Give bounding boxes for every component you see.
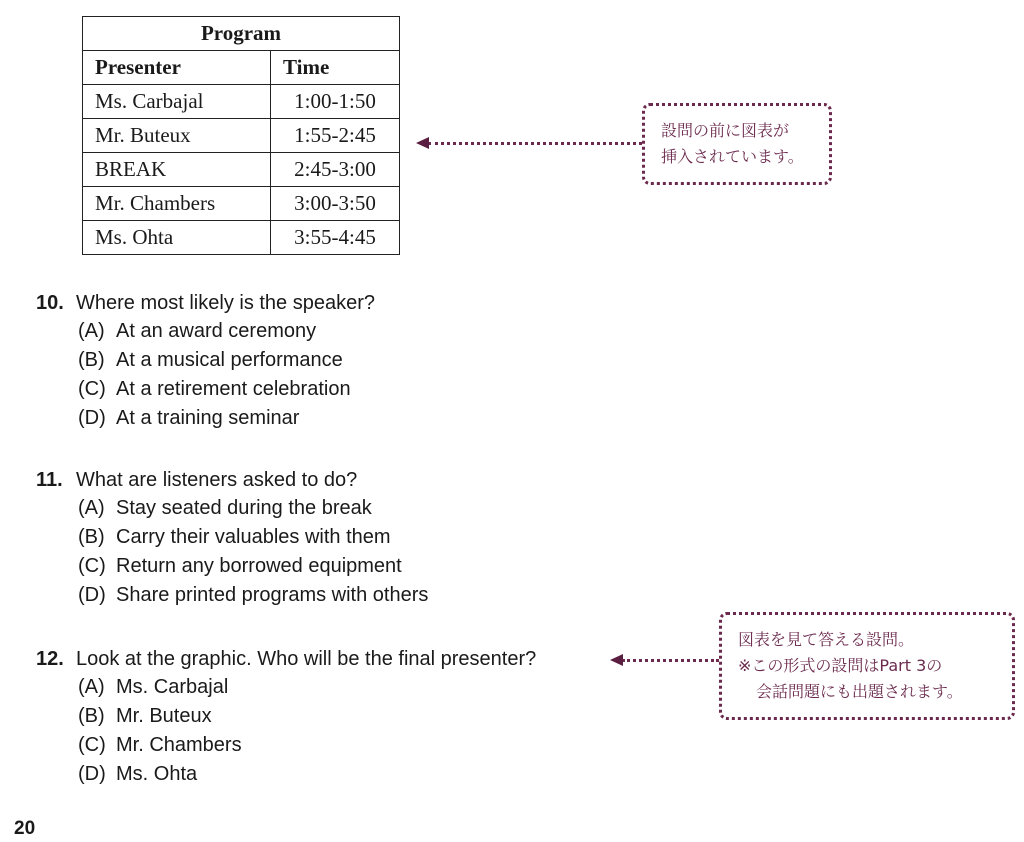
option-letter: (A) [78, 320, 105, 342]
column-header-presenter: Presenter [83, 51, 271, 85]
answer-options [78, 494, 428, 610]
question-stem [36, 466, 428, 494]
option-letter: (D) [78, 763, 106, 785]
option-letter: (B) [78, 349, 105, 371]
time-cell: 3:00-3:50 [271, 187, 400, 221]
question-text: What are listeners asked to do? [76, 469, 358, 491]
option-letter: (C) [78, 555, 106, 577]
presenter-cell: Mr. Buteux [83, 119, 271, 153]
question-note-arrow-icon [622, 659, 719, 662]
answer-option[interactable] [78, 346, 375, 375]
answer-options [78, 317, 375, 433]
question-number: 10. [36, 292, 64, 314]
question-10 [36, 289, 375, 433]
option-text: At a retirement celebration [116, 378, 351, 400]
callout-line: ※この形式の設問はPart 3の [738, 656, 943, 675]
answer-option[interactable] [78, 760, 536, 789]
option-letter: (D) [78, 407, 106, 429]
presenter-cell: Mr. Chambers [83, 187, 271, 221]
table-row [83, 221, 400, 255]
answer-option[interactable] [78, 317, 375, 346]
question-12 [36, 645, 536, 789]
option-letter: (C) [78, 378, 106, 400]
graphic-note-callout [642, 103, 832, 185]
table-title-row [83, 17, 400, 51]
answer-option[interactable] [78, 731, 536, 760]
table-title: Program [83, 17, 400, 51]
answer-option[interactable] [78, 552, 428, 581]
option-letter: (A) [78, 676, 105, 698]
option-letter: (C) [78, 734, 106, 756]
option-text: At a musical performance [116, 349, 343, 371]
answer-option[interactable] [78, 523, 428, 552]
program-table [82, 16, 400, 255]
answer-option[interactable] [78, 673, 536, 702]
page-number: 20 [14, 818, 36, 839]
question-text: Where most likely is the speaker? [76, 292, 376, 314]
question-note-callout [719, 612, 1015, 720]
answer-option[interactable] [78, 375, 375, 404]
graphic-note-arrow-icon [428, 142, 642, 145]
time-cell: 3:55-4:45 [271, 221, 400, 255]
option-letter: (B) [78, 705, 105, 727]
table-row [83, 187, 400, 221]
callout-line: 図表を見て答える設問。 [738, 630, 915, 649]
presenter-cell: Ms. Carbajal [83, 85, 271, 119]
question-number: 12. [36, 648, 64, 670]
option-letter: (B) [78, 526, 105, 548]
question-11 [36, 466, 428, 610]
answer-options [78, 673, 536, 789]
option-text: Ms. Ohta [116, 763, 198, 785]
question-stem [36, 645, 536, 673]
option-letter: (A) [78, 497, 105, 519]
option-text: Return any borrowed equipment [116, 555, 402, 577]
option-text: Stay seated during the break [116, 497, 372, 519]
answer-option[interactable] [78, 404, 375, 433]
time-cell: 1:55-2:45 [271, 119, 400, 153]
question-number: 11. [36, 469, 63, 491]
answer-option[interactable] [78, 702, 536, 731]
time-cell: 2:45-3:00 [271, 153, 400, 187]
question-stem [36, 289, 375, 317]
option-text: Mr. Chambers [116, 734, 242, 756]
table-row [83, 119, 400, 153]
callout-line: 挿入されています。 [661, 147, 804, 166]
callout-line: 設問の前に図表が [661, 121, 790, 140]
table-row [83, 85, 400, 119]
presenter-cell: Ms. Ohta [83, 221, 271, 255]
table-row [83, 153, 400, 187]
option-text: Carry their valuables with them [116, 526, 391, 548]
option-text: Mr. Buteux [116, 705, 212, 727]
option-text: At an award ceremony [116, 320, 317, 342]
column-header-time: Time [271, 51, 400, 85]
answer-option[interactable] [78, 581, 428, 610]
question-text: Look at the graphic. Who will be the final presenter? [76, 648, 537, 670]
table-header-row [83, 51, 400, 85]
option-text: Share printed programs with others [116, 584, 429, 606]
time-cell: 1:00-1:50 [271, 85, 400, 119]
option-text: At a training seminar [116, 407, 300, 429]
callout-line: 会話問題にも出題されます。 [756, 682, 963, 701]
option-letter: (D) [78, 584, 106, 606]
answer-option[interactable] [78, 494, 428, 523]
option-text: Ms. Carbajal [116, 676, 229, 698]
presenter-cell: BREAK [83, 153, 271, 187]
